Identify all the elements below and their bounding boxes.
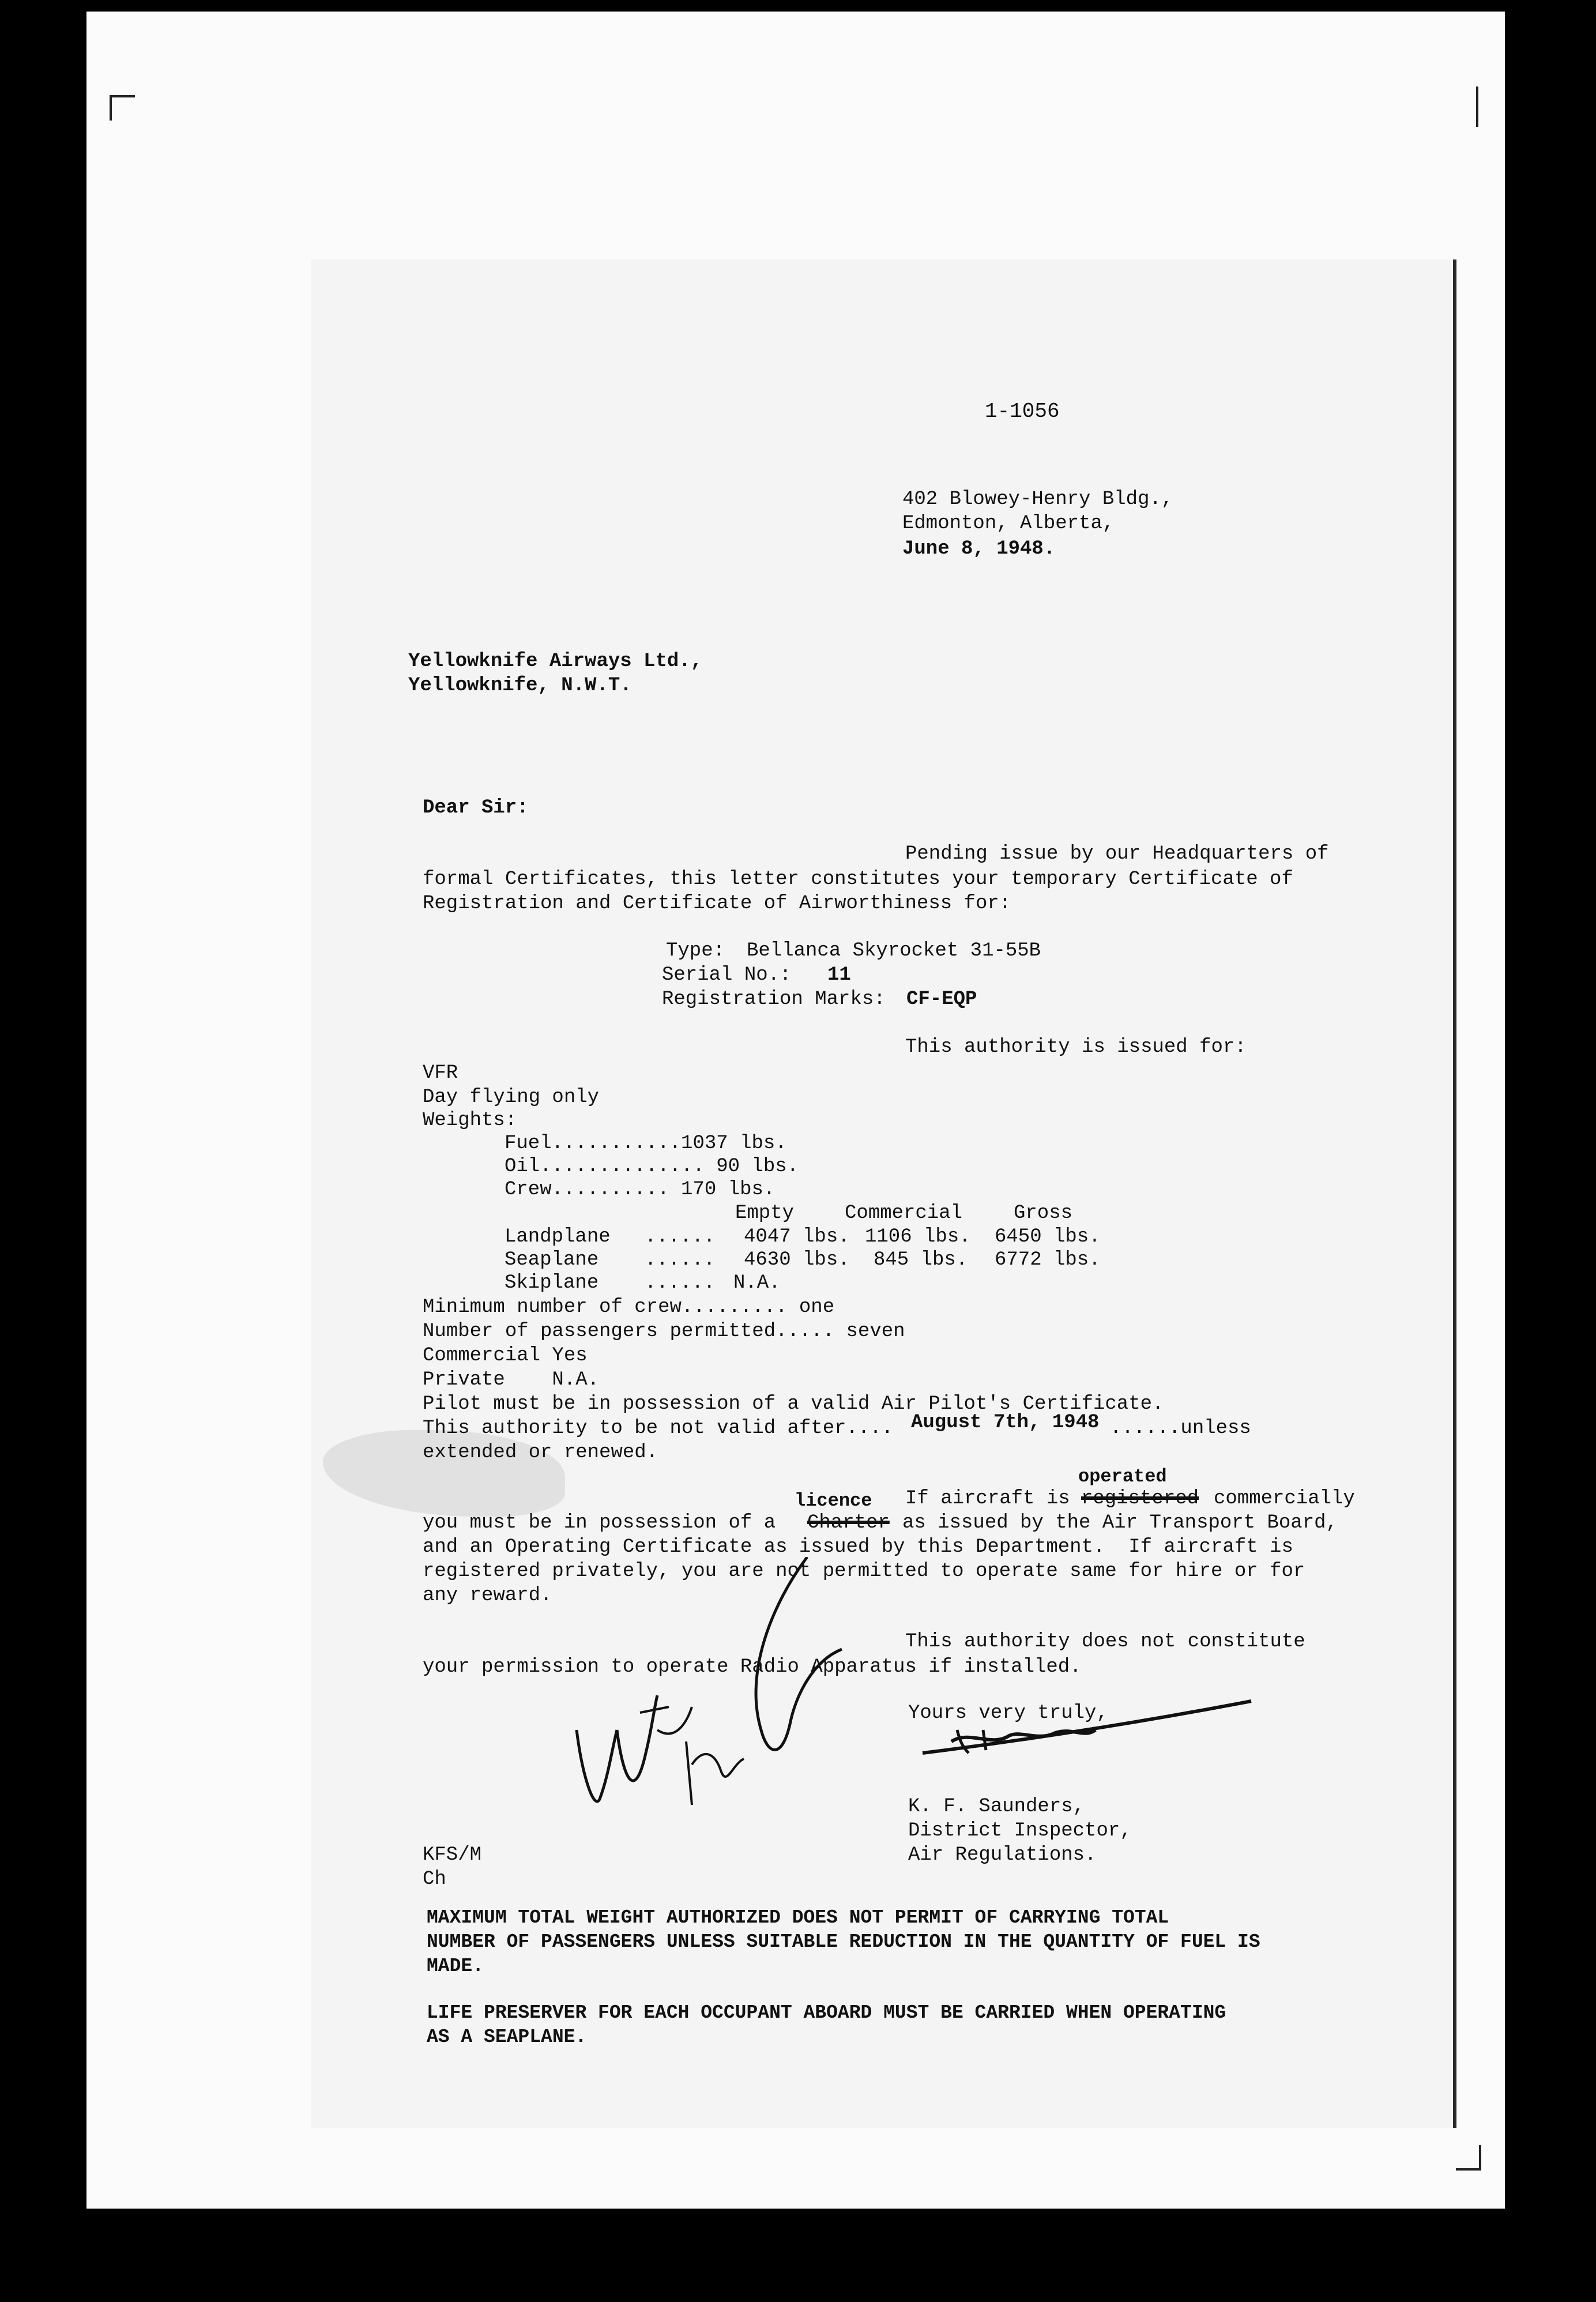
seaplane-empty: 4630 lbs. bbox=[744, 1249, 850, 1271]
validity-line-2: extended or renewed. bbox=[423, 1442, 658, 1464]
inserted-word-operated: operated bbox=[1078, 1466, 1167, 1487]
registration-label: Registration Marks: bbox=[662, 988, 886, 1010]
letter-date: June 8, 1948. bbox=[902, 538, 1056, 560]
para2-line-2a: you must be in possession of a bbox=[423, 1512, 776, 1534]
type-value: Bellanca Skyrocket 31-55B bbox=[747, 940, 1041, 962]
minimum-crew: Minimum number of crew......... one bbox=[423, 1296, 835, 1318]
para2-line-4: registered privately, you are not permitted to operate same for hire or for bbox=[423, 1560, 1305, 1582]
weight-header-empty: Empty bbox=[735, 1202, 795, 1224]
recipient-line-2: Yellowknife, N.W.T. bbox=[408, 675, 632, 697]
notice2-line-2: AS A SEAPLANE. bbox=[427, 2026, 587, 2048]
notice1-line-2: NUMBER OF PASSENGERS UNLESS SUITABLE REDUCTION IN THE QUANTITY OF FUEL IS bbox=[427, 1931, 1260, 1953]
pilot-requirement: Pilot must be in possession of a valid Air Pilot's Certificate. bbox=[423, 1393, 1164, 1415]
corner-mark-top-left bbox=[110, 95, 135, 121]
validity-prefix: This authority to be not valid after.... bbox=[423, 1417, 894, 1439]
inserted-word-licence: licence bbox=[795, 1490, 872, 1511]
landplane-dots: ...... bbox=[645, 1226, 716, 1248]
para2-line-1b: commercially bbox=[1214, 1488, 1355, 1510]
para2-line-1a: If aircraft is bbox=[905, 1488, 1070, 1510]
landplane-gross: 6450 lbs. bbox=[995, 1226, 1101, 1248]
para1-line-3: Registration and Certificate of Airworthiness for: bbox=[423, 893, 1011, 915]
weight-header-commercial: Commercial bbox=[845, 1202, 963, 1224]
para2-line-3: and an Operating Certificate as issued by this Department. If aircraft is bbox=[423, 1536, 1293, 1558]
sender-address-line-2: Edmonton, Alberta, bbox=[902, 513, 1115, 535]
landplane-commercial: 1106 lbs. bbox=[865, 1226, 971, 1248]
signer-name: K. F. Saunders, bbox=[908, 1796, 1085, 1818]
struck-word-charter: Charter bbox=[807, 1512, 890, 1534]
condition-vfr: VFR bbox=[423, 1062, 458, 1084]
seaplane-label: Seaplane bbox=[505, 1249, 599, 1271]
commercial-line: Commercial Yes bbox=[423, 1345, 588, 1367]
skiplane-empty: N.A. bbox=[733, 1272, 781, 1294]
notice1-line-3: MADE. bbox=[427, 1955, 484, 1977]
initials-line-2: Ch bbox=[423, 1868, 446, 1890]
struck-word-registered: registered bbox=[1081, 1488, 1199, 1510]
initials-line-1: KFS/M bbox=[423, 1844, 482, 1866]
weight-crew: Crew.......... 170 lbs. bbox=[505, 1179, 776, 1201]
signer-department: Air Regulations. bbox=[908, 1844, 1097, 1866]
validity-suffix: ......unless bbox=[1110, 1417, 1251, 1439]
registration-value: CF-EQP bbox=[906, 988, 977, 1010]
seaplane-gross: 6772 lbs. bbox=[995, 1249, 1101, 1271]
weight-header-gross: Gross bbox=[1014, 1202, 1073, 1224]
recipient-line-1: Yellowknife Airways Ltd., bbox=[408, 650, 703, 672]
serial-label: Serial No.: bbox=[662, 964, 792, 986]
seaplane-commercial: 845 lbs. bbox=[874, 1249, 968, 1271]
authority-intro: This authority is issued for: bbox=[905, 1036, 1247, 1058]
private-line: Private N.A. bbox=[423, 1369, 600, 1391]
weight-fuel: Fuel...........1037 lbs. bbox=[505, 1133, 787, 1154]
skiplane-dots: ...... bbox=[645, 1272, 716, 1294]
landplane-label: Landplane bbox=[505, 1226, 611, 1248]
notice2-line-1: LIFE PRESERVER FOR EACH OCCUPANT ABOARD MUST BE CARRIED WHEN OPERATING bbox=[427, 2002, 1226, 2023]
corner-mark-top-right bbox=[1453, 86, 1478, 127]
document-number: 1-1056 bbox=[985, 400, 1060, 423]
sender-address-line-1: 402 Blowey-Henry Bldg., bbox=[902, 488, 1173, 510]
closing: Yours very truly, bbox=[908, 1702, 1108, 1724]
para1-line-1: Pending issue by our Headquarters of bbox=[905, 843, 1329, 865]
signer-title: District Inspector, bbox=[908, 1820, 1132, 1842]
para2-line-2b: as issued by the Air Transport Board, bbox=[902, 1512, 1338, 1534]
weights-heading: Weights: bbox=[423, 1109, 517, 1131]
para3-line-2: your permission to operate Radio Apparatus if installed. bbox=[423, 1656, 1082, 1678]
landplane-empty: 4047 lbs. bbox=[744, 1226, 850, 1248]
para2-line-5: any reward. bbox=[423, 1585, 552, 1607]
notice1-line-1: MAXIMUM TOTAL WEIGHT AUTHORIZED DOES NOT PERMIT OF CARRYING TOTAL bbox=[427, 1907, 1169, 1928]
type-label: Type: bbox=[666, 940, 725, 962]
skiplane-label: Skiplane bbox=[505, 1272, 599, 1294]
serial-value: 11 bbox=[827, 964, 851, 986]
validity-date: August 7th, 1948 bbox=[911, 1412, 1100, 1434]
salutation: Dear Sir: bbox=[423, 797, 529, 819]
weight-oil: Oil.............. 90 lbs. bbox=[505, 1156, 799, 1178]
para3-line-1: This authority does not constitute bbox=[905, 1631, 1305, 1653]
seaplane-dots: ...... bbox=[645, 1249, 716, 1271]
condition-day-flying: Day flying only bbox=[423, 1086, 600, 1108]
passengers-permitted: Number of passengers permitted..... seven bbox=[423, 1321, 905, 1342]
para1-line-2: formal Certificates, this letter constitutes your temporary Certificate of bbox=[423, 868, 1293, 890]
corner-mark-bottom-right bbox=[1456, 2145, 1481, 2171]
